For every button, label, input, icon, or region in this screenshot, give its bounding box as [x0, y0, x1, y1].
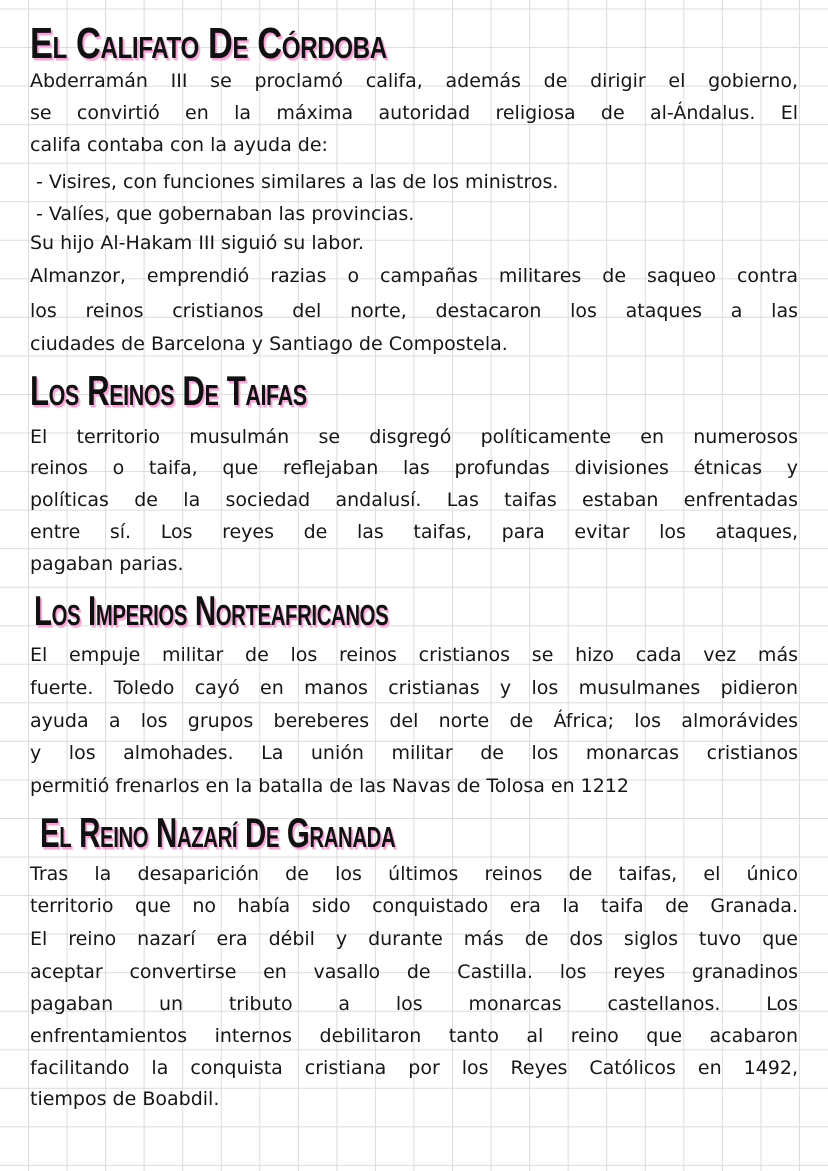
body-line: El territorio musulmán se disgregó políticamente en numerosos [30, 426, 798, 448]
section-heading-califato: El Califato De Córdoba [30, 19, 387, 68]
body-line: ayuda a los grupos bereberes del norte de África; los almorávides [30, 710, 798, 732]
body-line: permitió frenarlos en la batalla de las Navas de Tolosa en 1212 [30, 775, 630, 797]
body-line: pagaban un tributo a los monarcas castellanos. Los [30, 993, 798, 1015]
body-line: Su hijo Al-Hakam III siguió su labor. [30, 232, 365, 254]
body-line: pagaban parias. [30, 553, 184, 575]
body-line: se convirtió en la máxima autoridad religiosa de al-Ándalus. El [30, 102, 798, 124]
body-line: territorio que no había sido conquistado era la taifa de Granada. [30, 895, 798, 917]
body-line: políticas de la sociedad andalusí. Las taifas estaban enfrentadas [30, 489, 798, 511]
body-line: califa contaba con la ayuda de: [30, 134, 328, 156]
body-line: Abderramán III se proclamó califa, además de dirigir el gobierno, [30, 70, 798, 92]
body-line: reinos o taifa, que reflejaban las profundas divisiones étnicas y [30, 457, 798, 479]
body-line: Almanzor, emprendió razias o campañas militares de saqueo contra [30, 265, 798, 287]
body-line: tiempos de Boabdil. [30, 1088, 220, 1110]
body-line: Tras la desaparición de los últimos reinos de taifas, el único [30, 863, 798, 885]
section-heading-taifas: Los Reinos De Taifas [30, 367, 307, 414]
body-line: ciudades de Barcelona y Santiago de Compostela. [30, 333, 508, 355]
body-line: enfrentamientos internos debilitaron tanto al reino que acabaron [30, 1025, 798, 1047]
section-heading-imperios: Los Imperios Norteafricanos [34, 587, 389, 634]
body-line: entre sí. Los reyes de las taifas, para evitar los ataques, [30, 521, 798, 543]
body-line: fuerte. Toledo cayó en manos cristianas y los musulmanes pidieron [30, 677, 798, 699]
list-item-visires: - Visires, con funciones similares a las de los ministros. [36, 171, 559, 193]
section-heading-nazari: El Reino Nazarí De Granada [40, 809, 396, 856]
body-line: y los almohades. La unión militar de los monarcas cristianos [30, 742, 798, 764]
list-item-valies: - Valíes, que gobernaban las provincias. [36, 203, 415, 225]
body-line: los reinos cristianos del norte, destacaron los ataques a las [30, 300, 798, 322]
body-line: El reino nazarí era débil y durante más de dos siglos tuvo que [30, 928, 798, 950]
body-line: facilitando la conquista cristiana por los Reyes Católicos en 1492, [30, 1057, 798, 1079]
body-line: aceptar convertirse en vasallo de Castilla. los reyes granadinos [30, 961, 798, 983]
body-line: El empuje militar de los reinos cristianos se hizo cada vez más [30, 644, 798, 666]
